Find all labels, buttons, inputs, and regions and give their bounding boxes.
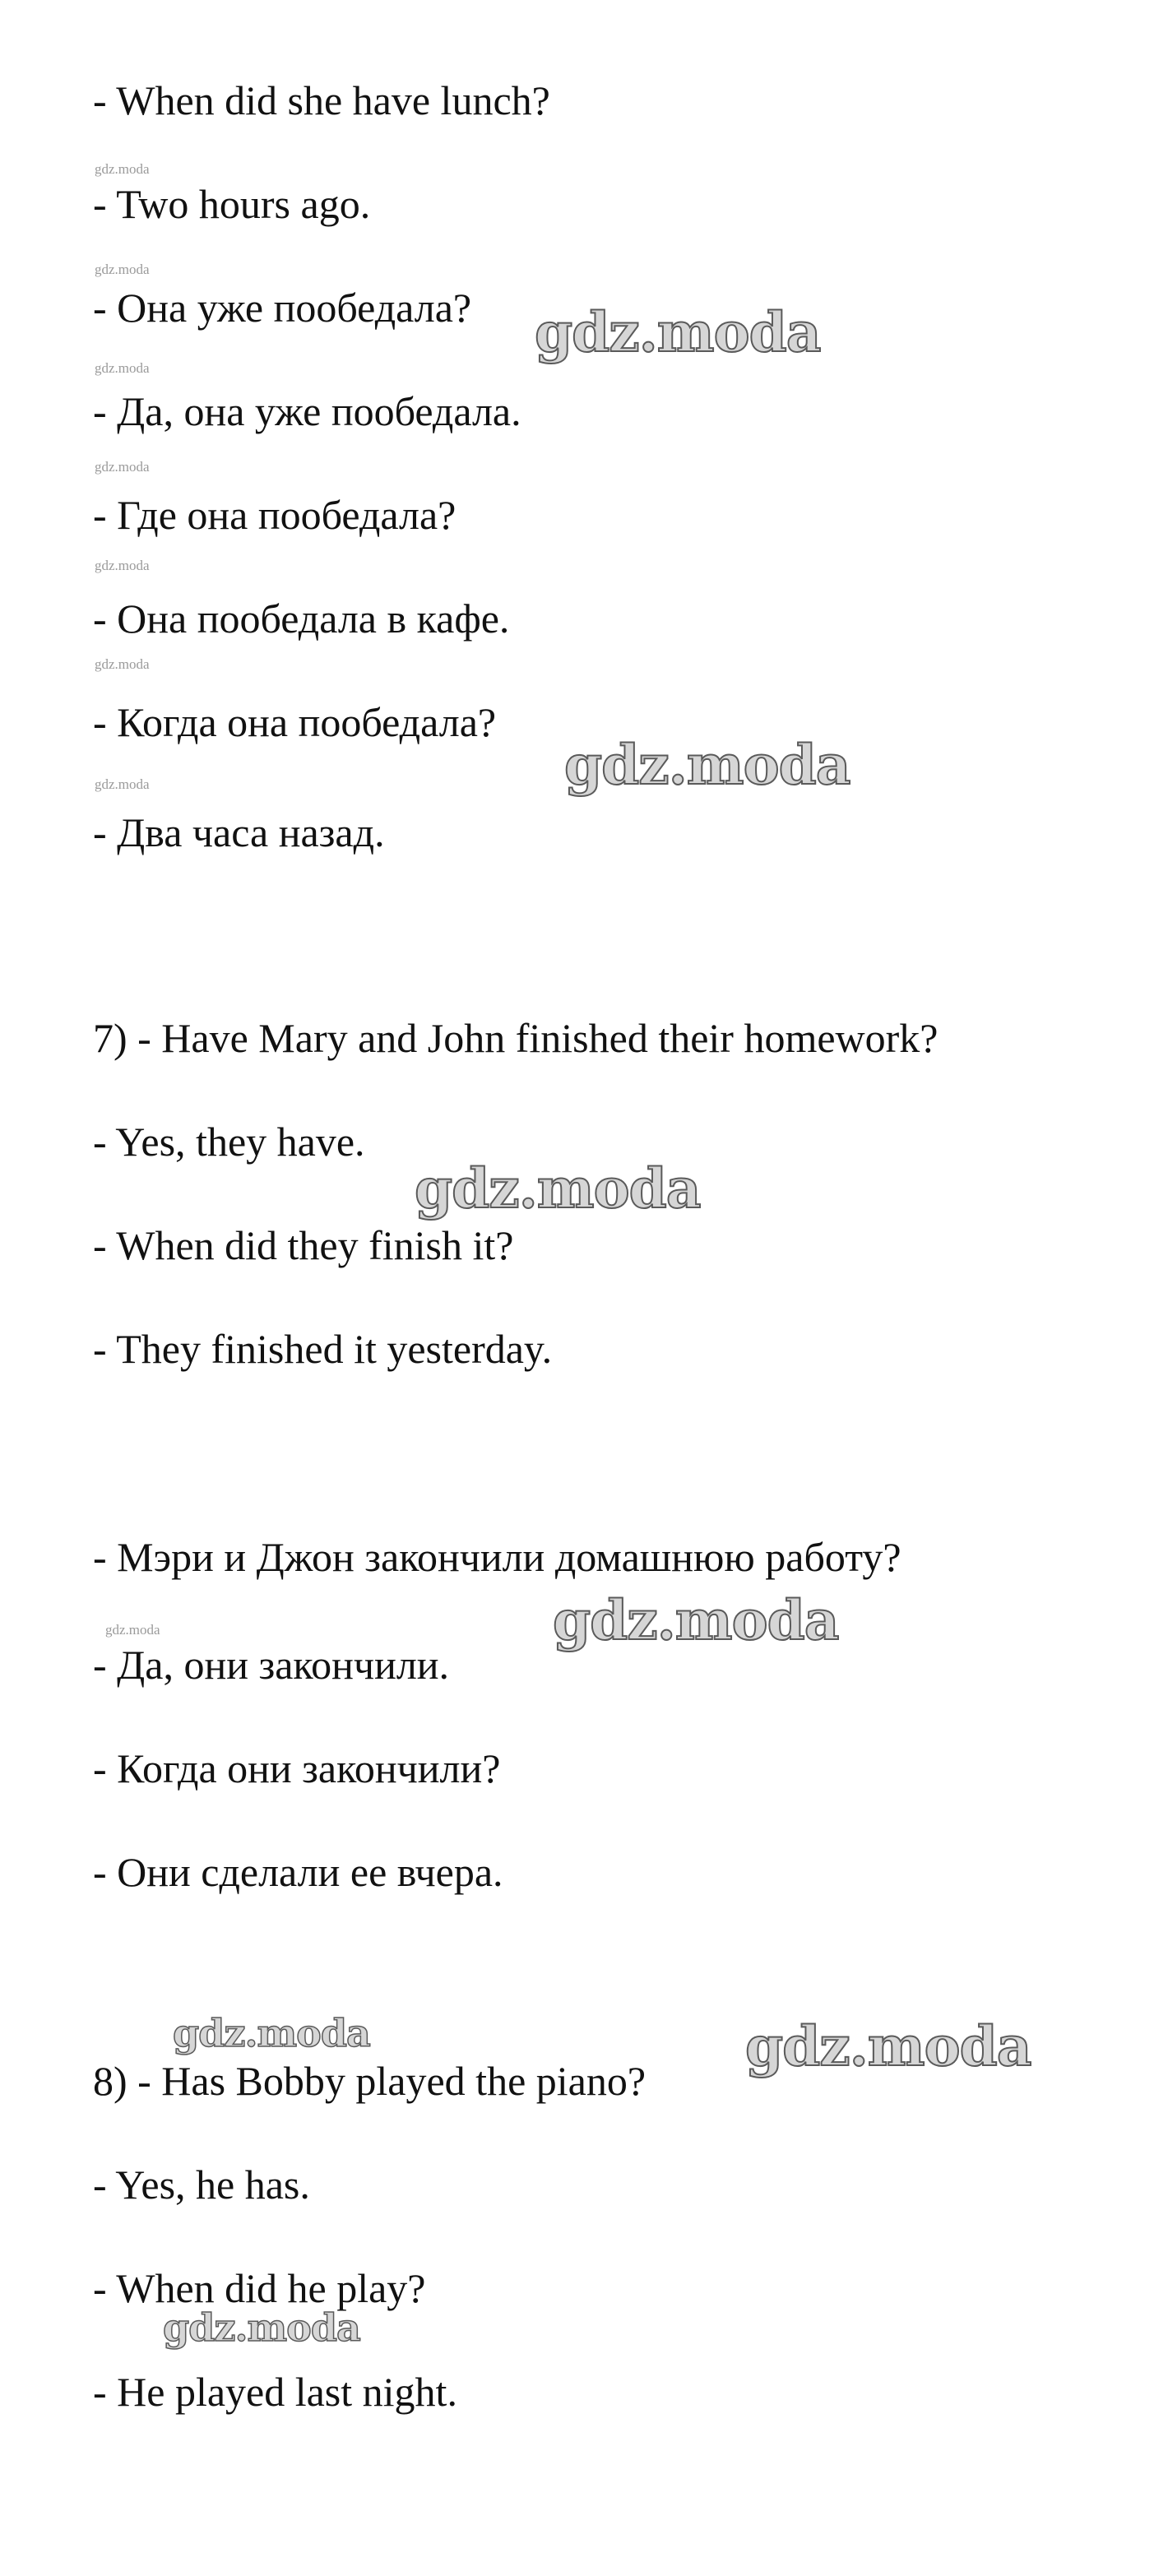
watermark-small: gdz.moda	[95, 459, 150, 475]
text-line: - They finished it yesterday.	[93, 1326, 553, 1372]
text-line: - Мэри и Джон закончили домашнюю работу?	[93, 1534, 901, 1580]
text-line: - Два часа назад.	[93, 809, 385, 855]
watermark-small: gdz.moda	[95, 360, 150, 376]
text-line: - Она уже пообедала?	[93, 285, 472, 331]
watermark-medium: gdz.moda	[173, 2011, 370, 2055]
text-line: - When did they finish it?	[93, 1222, 514, 1268]
text-line: - Two hours ago.	[93, 181, 371, 227]
text-line: - Она пообедала в кафе.	[93, 595, 510, 642]
text-line: - Когда она пообедала?	[93, 699, 497, 745]
text-line: - When did he play?	[93, 2265, 426, 2311]
text-line: 7) - Have Mary and John finished their homework?	[93, 1015, 938, 1061]
text-line: - When did she have lunch?	[93, 77, 550, 123]
text-line: - Yes, they have.	[93, 1119, 365, 1165]
watermark-large: gdz.moda	[553, 1588, 839, 1652]
watermark-small: gdz.moda	[95, 558, 150, 573]
watermark-large: gdz.moda	[535, 300, 821, 364]
watermark-medium: gdz.moda	[163, 2305, 360, 2350]
watermark-small: gdz.moda	[95, 776, 150, 792]
text-line: - Они сделали ее вчера.	[93, 1849, 503, 1895]
watermark-small: gdz.moda	[95, 656, 150, 672]
text-line: - He played last night.	[93, 2369, 457, 2415]
watermark-small: gdz.moda	[105, 1622, 160, 1638]
text-line: - Да, они закончили.	[93, 1642, 450, 1688]
watermark-large: gdz.moda	[745, 2014, 1031, 2078]
text-line: - Где она пообедала?	[93, 492, 457, 538]
text-line: - Да, она уже пообедала.	[93, 388, 521, 434]
watermark-small: gdz.moda	[95, 161, 150, 177]
text-line: - Когда они закончили?	[93, 1745, 501, 1791]
watermark-large: gdz.moda	[415, 1156, 701, 1221]
text-line: 8) - Has Bobby played the piano?	[93, 2058, 647, 2104]
watermark-small: gdz.moda	[95, 262, 150, 277]
text-line: - Yes, he has.	[93, 2161, 310, 2208]
watermark-large: gdz.moda	[564, 733, 850, 797]
